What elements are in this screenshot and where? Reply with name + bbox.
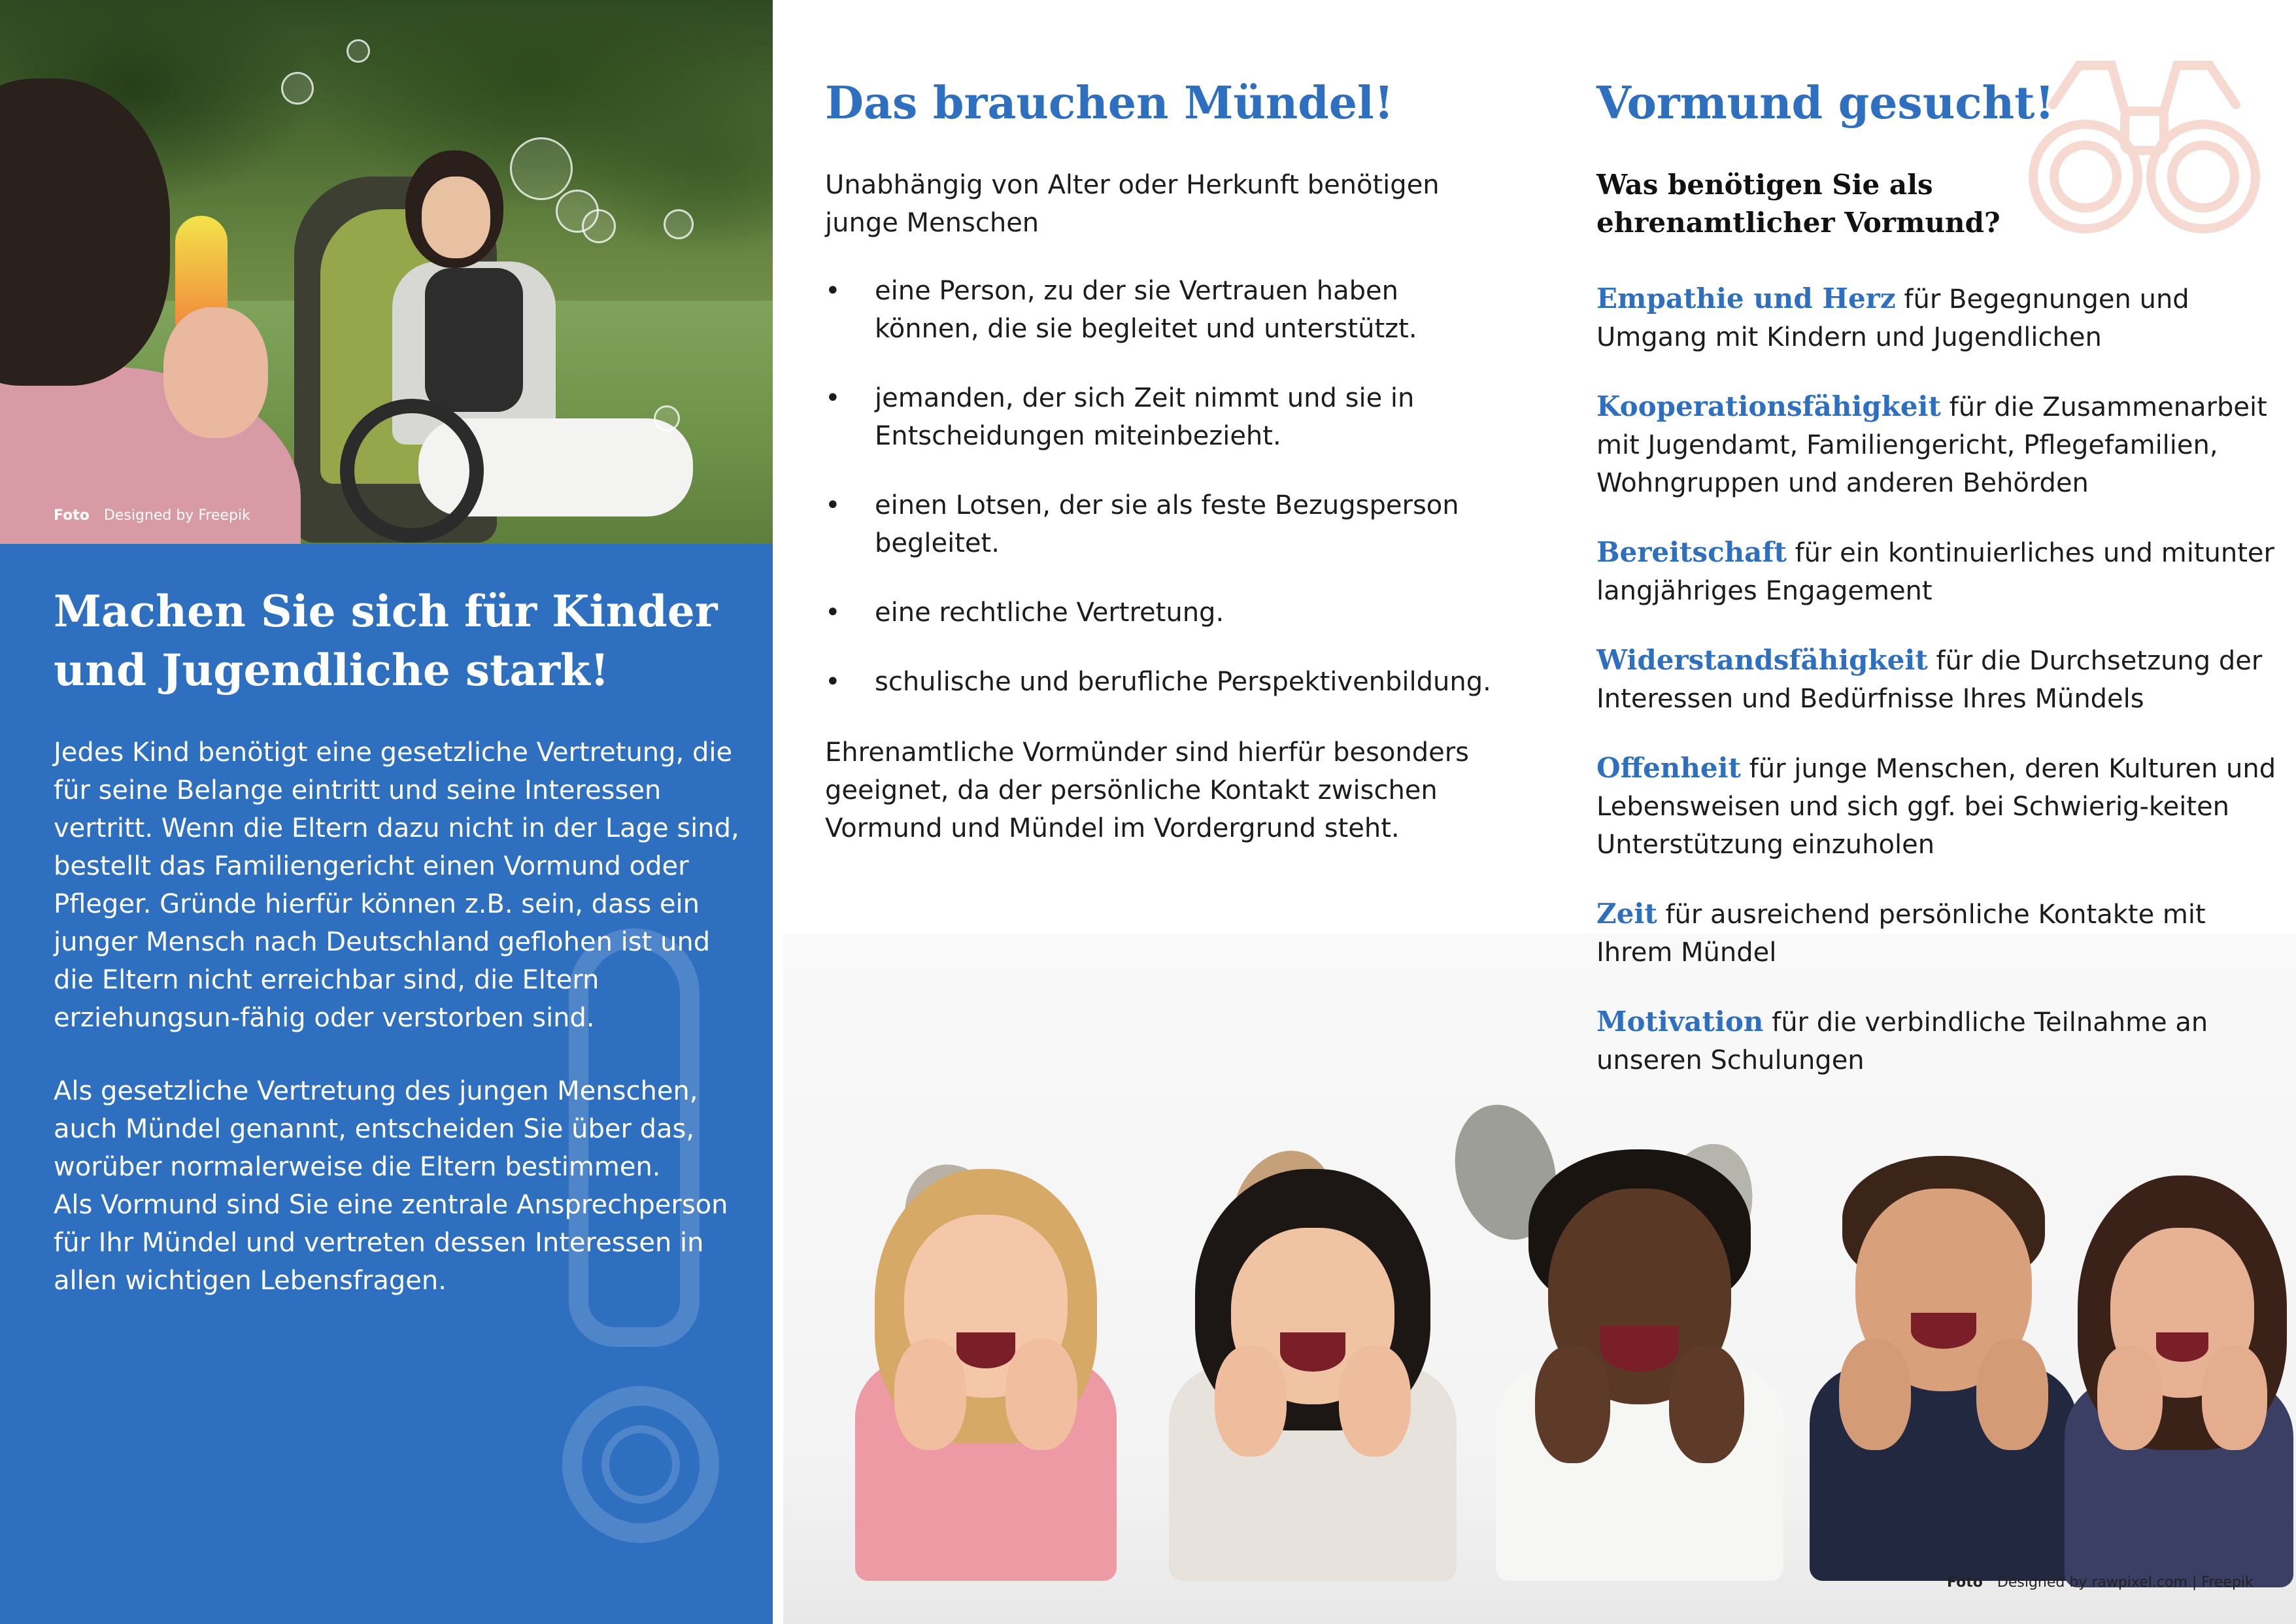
list-item: Bereitschaft für ein kontinuierliches und mitunter langjähriges Engagement [1596, 536, 2274, 606]
needs-intro: Unabhängig von Alter oder Herkunft benötigen junge Menschen [825, 170, 1440, 238]
needs-outro: Ehrenamtliche Vormünder sind hierfür besonders geeignet, da der persönliche Kontakt zwischen Vormund und Mündel im Vordergrund steht. [825, 737, 1469, 843]
list-item: Kooperationsfähigkeit für die Zusammenarbeit mit Jugendamt, Familiengericht, Pflegefamilien, Wohngruppen und anderen Behörden [1596, 390, 2267, 498]
list-item: Zeit für ausreichend persönliche Kontakte mit Ihrem Mündel [1596, 898, 2206, 968]
child-3 [1489, 1130, 1790, 1614]
child-4 [1803, 1130, 2084, 1614]
child-1 [842, 1143, 1130, 1614]
bullet-icon: • [825, 667, 841, 697]
needs-heading: Das brauchen Mündel! [825, 77, 1394, 129]
child-2 [1169, 1149, 1457, 1614]
requirements-list [1596, 280, 2276, 1111]
list-item: Widerstandsfähigkeit für die Durchsetzung der Interessen und Bedürfnisse Ihres Mündels [1596, 644, 2263, 714]
photo-credit-children: Foto Designed by rawpixel.com | Freepik [1947, 1574, 2254, 1591]
list-item: Motivation für die verbindliche Teilnahme an unseren Schulungen [1596, 1006, 2208, 1075]
photo-credit: Foto Designed by Freepik [54, 507, 250, 524]
list-item: • jemanden, der sich Zeit nimmt und sie in Entscheidungen miteinbezieht. [825, 379, 1505, 455]
bullet-icon: • [825, 383, 841, 413]
list-item: • schulische und berufliche Perspektivenbildung. [825, 663, 1505, 701]
list-item: • eine rechtliche Vertretung. [825, 594, 1505, 632]
list-item: Offenheit für junge Menschen, deren Kulturen und Lebensweisen und sich ggf. bei Schwierig-keiten Unterstützung einzuholen [1596, 752, 2276, 860]
intro-paragraph-role: Als gesetzliche Vertretung des jungen Menschen, auch Mündel genannt, entscheiden Sie über das, worüber normalerweise die Eltern bestimmen. Als Vormund sind Sie eine zentrale Ansprechperson für Ihr Mündel und vertreten dessen Interessen in allen wichtigen Lebensfragen. [54, 1076, 728, 1296]
bullet-icon: • [825, 276, 841, 306]
binoculars-icon [2027, 52, 2262, 248]
wanted-subheading: Was benötigen Sie als ehrenamtlicher Vormund? [1596, 169, 2001, 239]
wanted-heading: Vormund gesucht! [1596, 77, 2055, 129]
list-item: Empathie und Herz für Begegnungen und Umgang mit Kindern und Jugendlichen [1596, 282, 2189, 352]
needs-list [825, 272, 1505, 732]
wheelchair-bubbles-photo [0, 0, 773, 544]
list-item: • einen Lotsen, der sie als feste Bezugsperson begleitet. [825, 486, 1505, 562]
intro-paragraph: Jedes Kind benötigt eine gesetzliche Vertretung, die für seine Belange eintritt und seine Interessen vertritt. Wenn die Eltern dazu nicht in der Lage sind, bestellt das Familiengericht einen Vormund oder Pfleger. Gründe hierfür können z.B. sein, dass ein junger Mensch nach Deutschland geflohen ist und die Eltern nicht erreichbar sind, die Eltern erziehungsun-fähig oder verstorben sind. [54, 737, 739, 1033]
intro-heading: Machen Sie sich für Kinder und Jugendliche stark! [54, 586, 718, 696]
child-5 [2065, 1162, 2293, 1614]
list-item: • eine Person, zu der sie Vertrauen haben können, die sie begleitet und unterstützt. [825, 272, 1505, 348]
bullet-icon: • [825, 490, 841, 520]
bullet-icon: • [825, 598, 841, 628]
